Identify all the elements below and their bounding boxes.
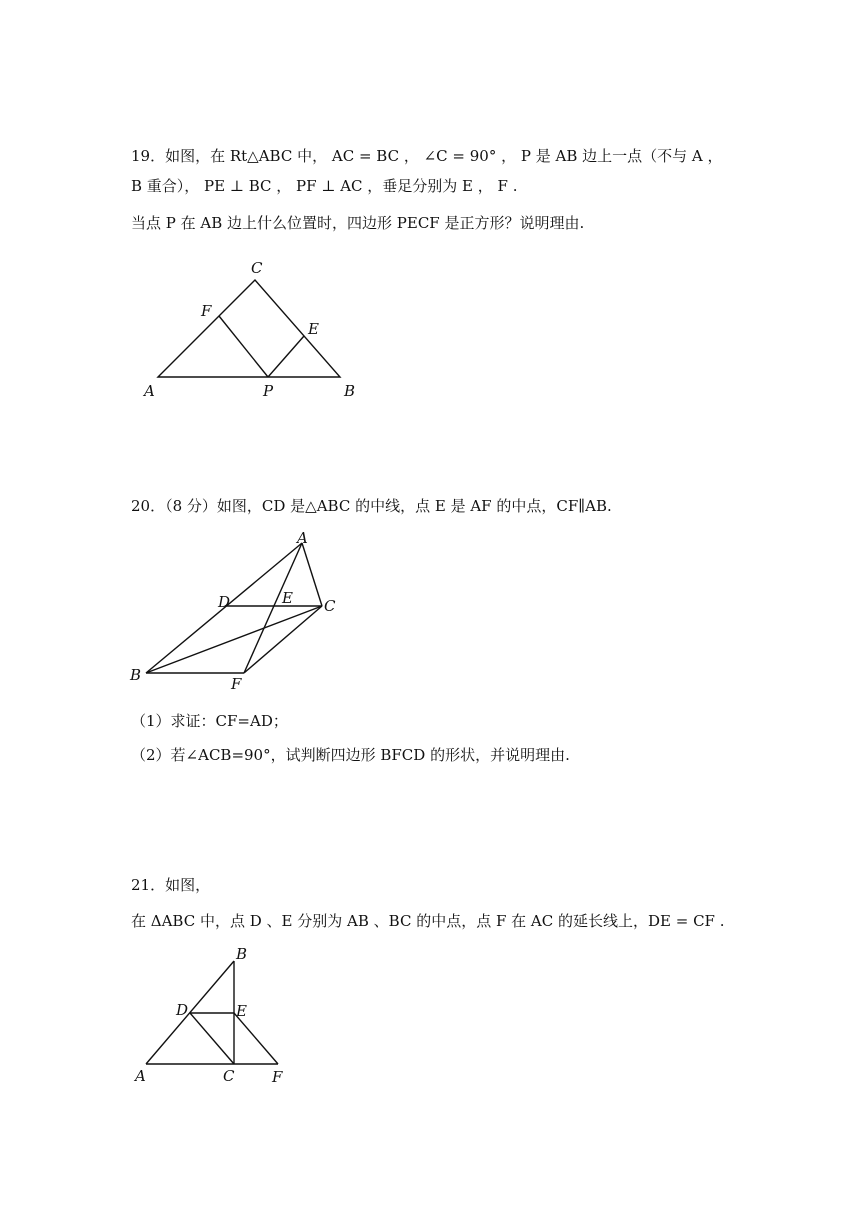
- q19-label-b: B: [344, 382, 356, 400]
- q19-label-f: F: [201, 302, 212, 320]
- q21-label-a: A: [135, 1067, 146, 1085]
- q19-text-line1: 19．如图，在 Rt△ABC 中， AC = BC ， ∠C = 90° ， P 是 AB 边上一点（不与 A ，: [131, 147, 723, 165]
- q20-label-a: A: [297, 530, 308, 547]
- q20-label-b: B: [130, 666, 142, 684]
- q21-label-d: D: [176, 1001, 189, 1019]
- q21-figure: [126, 940, 306, 1090]
- q20-subquestion-2: （2）若∠ACB=90°，试判断四边形 BFCD 的形状，并说明理由.: [131, 746, 570, 764]
- q20-segment-bc: [146, 606, 322, 673]
- q21-text-line1: 21．如图，: [131, 876, 211, 894]
- q20-segment-ac: [302, 543, 322, 606]
- q20-segment-af: [244, 543, 302, 673]
- q20-label-c: C: [324, 597, 336, 615]
- q19-label-a: A: [144, 382, 155, 400]
- q19-label-e: E: [308, 320, 319, 338]
- q19-figure: [130, 250, 380, 410]
- q20-segment-fc: [244, 606, 322, 673]
- q21-segment-dc: [190, 1013, 234, 1064]
- q20-label-d: D: [218, 593, 231, 611]
- q21-label-f: F: [272, 1068, 283, 1086]
- q20-subquestion-1: （1）求证：CF=AD；: [131, 712, 288, 730]
- q21-label-c: C: [223, 1067, 235, 1085]
- q19-label-p: P: [263, 382, 274, 400]
- q20-label-f: F: [231, 675, 242, 693]
- q19-segment-pf: [219, 316, 268, 377]
- q21-text-line2: 在 ΔABC 中，点 D 、E 分别为 AB 、BC 的中点，点 F 在 AC 的延长线上，DE = CF .: [131, 912, 725, 930]
- q21-label-e: E: [236, 1002, 247, 1020]
- q19-label-c: C: [251, 259, 263, 277]
- q20-text-line1: 20．（8 分）如图，CD 是△ABC 的中线，点 E 是 AF 的中点，CF∥AB.: [131, 497, 612, 515]
- q19-text-line3: 当点 P 在 AB 边上什么位置时，四边形 PECF 是正方形？说明理由.: [131, 214, 585, 232]
- q21-label-b: B: [236, 945, 248, 963]
- q21-segment-ef: [234, 1013, 278, 1064]
- q19-text-line2: B 重合）， PE ⊥ BC ， PF ⊥ AC ，垂足分别为 E ， F .: [131, 177, 518, 195]
- q19-segment-pe: [268, 336, 304, 377]
- q20-label-e: E: [282, 589, 293, 607]
- q20-figure: [126, 530, 356, 695]
